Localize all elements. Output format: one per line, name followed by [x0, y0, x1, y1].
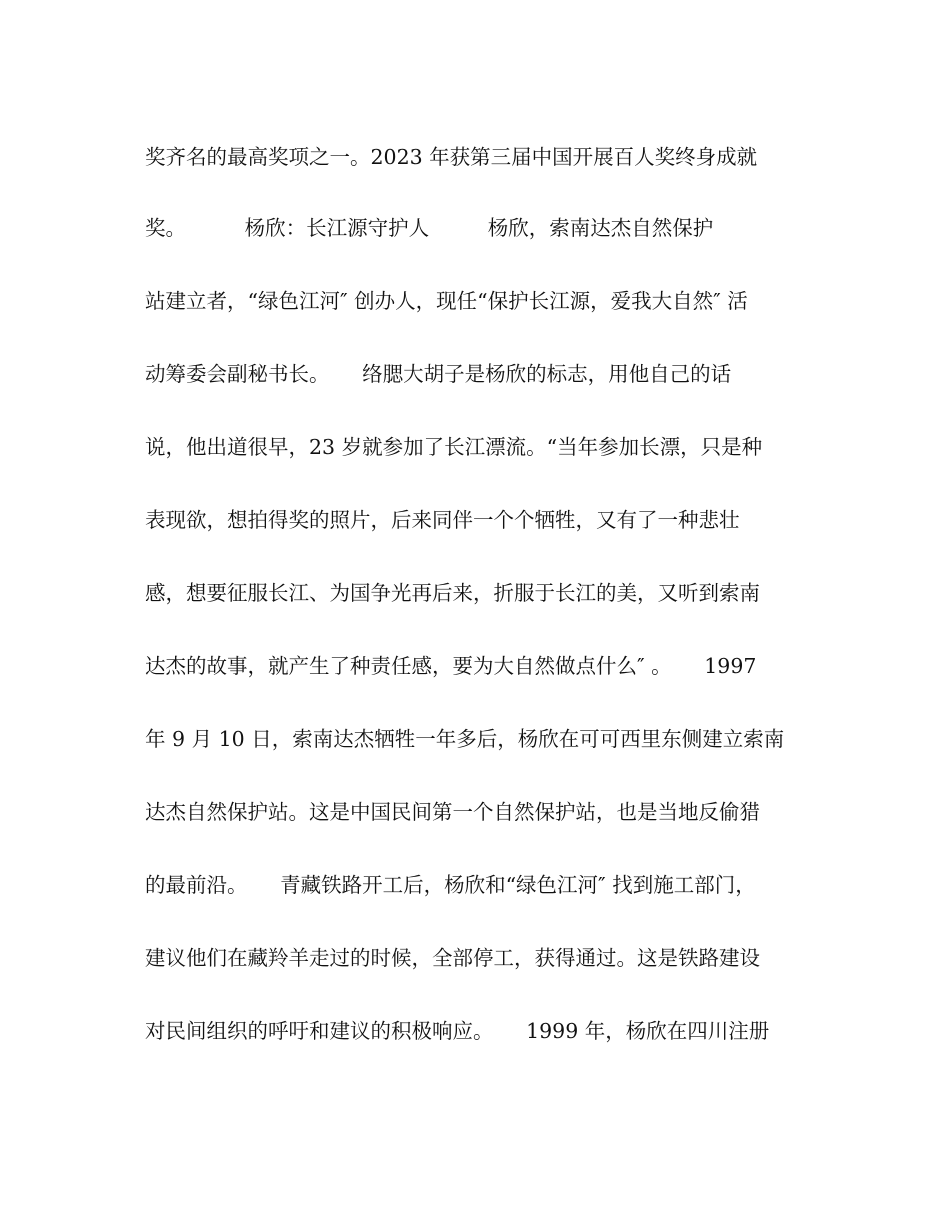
text-line: 达杰的故事，就产生了种责任感，要为大自然做点什么″ 。 1997: [145, 654, 757, 678]
text-line: 奖。 杨欣：长江源守护人 杨欣，索南达杰自然保护: [145, 216, 714, 240]
text-line: 感，想要征服长江、为国争光再后来，折服于长江的美，又听到索南: [145, 581, 760, 605]
text-line: 表现欲，想拍得奖的照片，后来同伴一个个牺牲，又有了一种悲壮: [145, 508, 740, 532]
text-line: 建议他们在藏羚羊走过的时候，全部停工，获得通过。这是铁路建设: [145, 946, 760, 970]
text-line: 奖齐名的最高奖项之一。2023 年获第三届中国开展百人奖终身成就: [145, 145, 758, 169]
text-line: 对民间组织的呼吁和建议的积极响应。 1999 年，杨欣在四川注册: [145, 1019, 770, 1043]
text-line: 的最前沿。 青藏铁路开工后，杨欣和“绿色江河″ 找到施工部门，: [145, 873, 756, 897]
text-line: 年 9 月 10 日，索南达杰牺牲一年多后，杨欣在可可西里东侧建立索南: [145, 727, 785, 751]
text-line: 站建立者，“绿色江河″ 创办人，现任“保护长江源，爱我大自然″ 活: [145, 289, 748, 313]
text-line: 动筹委会副秘书长。 络腮大胡子是杨欣的标志，用他自己的话: [145, 362, 732, 386]
text-line: 达杰自然保护站。这是中国民间第一个自然保护站，也是当地反偷猎: [145, 800, 760, 824]
text-line: 说，他出道很早，23 岁就参加了长江漂流。“当年参加长漂，只是种: [145, 435, 763, 459]
